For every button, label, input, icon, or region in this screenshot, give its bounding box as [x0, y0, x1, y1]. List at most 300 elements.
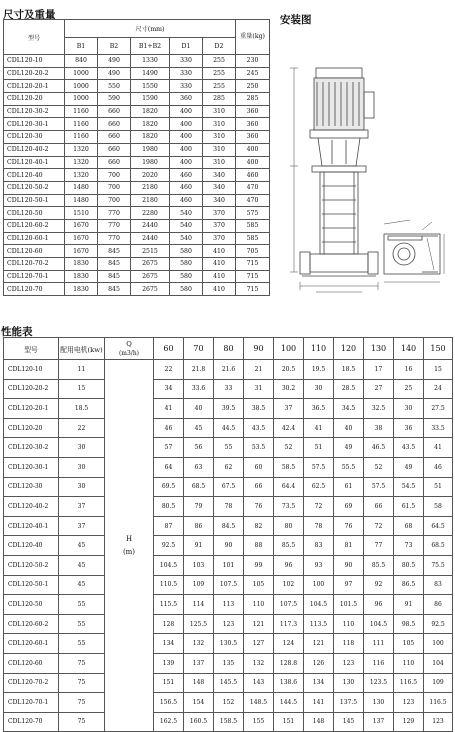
- dim-value-cell: 460: [170, 169, 203, 182]
- perf-head-value-cell: 33.5: [424, 418, 453, 438]
- perf-head-value-cell: 126: [304, 653, 334, 673]
- perf-h-label: H: [125, 534, 133, 543]
- perf-model-cell: CDL120-50: [4, 595, 59, 615]
- perf-head-value-cell: 137: [364, 712, 394, 732]
- perf-head-value-cell: 72: [304, 497, 334, 517]
- perf-head-value-cell: 79: [184, 497, 214, 517]
- dim-model-cell: CDL120-20: [4, 93, 65, 106]
- perf-head-value-cell: 151: [154, 673, 184, 693]
- installation-drawing: [282, 24, 453, 296]
- perf-head-value-cell: 51: [304, 438, 334, 458]
- perf-table-row: [4, 614, 453, 634]
- perf-head-value-cell: 57.5: [364, 477, 394, 497]
- perf-head-value-cell: 158.5: [214, 712, 244, 732]
- dim-table-row: [4, 105, 270, 118]
- perf-head-value-cell: 92.5: [154, 536, 184, 556]
- dim-table-row: [4, 283, 270, 296]
- perf-head-value-cell: 38.5: [244, 399, 274, 419]
- dim-value-cell: 705: [236, 245, 270, 258]
- dim-value-cell: 845: [98, 270, 131, 283]
- perf-head-value-cell: 62.5: [304, 477, 334, 497]
- motor-fan-cover: [316, 68, 362, 78]
- perf-motor-cell: 45: [59, 555, 105, 575]
- perf-head-value-cell: 80: [274, 516, 304, 536]
- dim-value-cell: 1320: [65, 169, 98, 182]
- perf-motor-cell: 75: [59, 712, 105, 732]
- perf-head-value-cell: 130: [334, 673, 364, 693]
- flow-header-9: 150: [424, 338, 453, 360]
- dim-value-cell: 1550: [131, 80, 170, 93]
- terminal-box: [364, 92, 374, 118]
- perf-head-value-cell: 68.5: [184, 477, 214, 497]
- perf-head-value-cell: 32.5: [364, 399, 394, 419]
- dim-value-cell: 1830: [65, 283, 98, 296]
- perf-head-value-cell: 124: [274, 634, 304, 654]
- dim-header-d2: D2: [203, 38, 236, 55]
- dim-model-cell: CDL120-20-2: [4, 67, 65, 80]
- perf-head-value-cell: 116.5: [424, 693, 453, 713]
- dim-model-cell: CDL120-50-2: [4, 181, 65, 194]
- dimensions-table: [3, 19, 270, 296]
- dim-table-row: [4, 131, 270, 144]
- dim-value-cell: 1670: [65, 219, 98, 232]
- perf-head-value-cell: 99: [244, 555, 274, 575]
- dim-value-cell: 700: [98, 169, 131, 182]
- perf-head-value-cell: 88: [244, 536, 274, 556]
- perf-head-value-cell: 93: [304, 555, 334, 575]
- perf-head-value-cell: 66: [364, 497, 394, 517]
- perf-table-row: [4, 477, 453, 497]
- dim-value-cell: 400: [170, 118, 203, 131]
- perf-head-value-cell: 109: [184, 575, 214, 595]
- dim-model-cell: CDL120-10: [4, 55, 65, 68]
- perf-head-value-cell: 139: [154, 653, 184, 673]
- dim-model-cell: CDL120-30-2: [4, 105, 65, 118]
- dim-header-size: 尺寸(mm): [65, 20, 236, 38]
- perf-head-value-cell: 148: [184, 673, 214, 693]
- perf-head-value-cell: 62: [214, 457, 244, 477]
- perf-head-value-cell: 57: [154, 438, 184, 458]
- dim-table-row: [4, 258, 270, 271]
- dim-value-cell: 310: [203, 156, 236, 169]
- perf-h-unit: (m): [122, 547, 136, 556]
- dim-value-cell: 1590: [131, 93, 170, 106]
- perf-head-value-cell: 121: [244, 614, 274, 634]
- dim-value-cell: 575: [236, 207, 270, 220]
- perf-head-value-cell: 96: [274, 555, 304, 575]
- perf-head-value-cell: 30: [304, 379, 334, 399]
- dim-value-cell: 1160: [65, 131, 98, 144]
- dim-value-cell: 2020: [131, 169, 170, 182]
- dim-value-cell: 590: [98, 93, 131, 106]
- perf-head-value-cell: 16: [394, 360, 424, 380]
- perf-head-value-cell: 129: [394, 712, 424, 732]
- perf-head-value-cell: 111: [364, 634, 394, 654]
- dim-model-cell: CDL120-70-2: [4, 258, 65, 271]
- dim-value-cell: 770: [98, 207, 131, 220]
- perf-head-value-cell: 109: [424, 673, 453, 693]
- dim-value-cell: 340: [203, 194, 236, 207]
- perf-head-value-cell: 86.5: [394, 575, 424, 595]
- dim-value-cell: 400: [236, 156, 270, 169]
- perf-head-value-cell: 33: [214, 379, 244, 399]
- perf-head-value-cell: 28.5: [334, 379, 364, 399]
- perf-head-value-cell: 101.5: [334, 595, 364, 615]
- dim-value-cell: 1000: [65, 93, 98, 106]
- dim-value-cell: 460: [236, 169, 270, 182]
- dim-value-cell: 370: [203, 207, 236, 220]
- perf-head-value-cell: 52: [364, 457, 394, 477]
- perf-head-value-cell: 101: [214, 555, 244, 575]
- dim-value-cell: 840: [65, 55, 98, 68]
- perf-header-model: 型号: [4, 338, 59, 360]
- perf-head-value-cell: 24: [424, 379, 453, 399]
- perf-head-value-cell: 134: [304, 673, 334, 693]
- dim-value-cell: 580: [170, 245, 203, 258]
- dim-value-cell: 255: [203, 67, 236, 80]
- perf-head-value-cell: 97: [334, 575, 364, 595]
- perf-head-value-cell: 55: [214, 438, 244, 458]
- dim-model-cell: CDL120-40: [4, 169, 65, 182]
- perf-head-value-cell: 34.5: [334, 399, 364, 419]
- dim-header-weight: 重量(kg): [236, 20, 270, 55]
- perf-head-value-cell: 162.5: [154, 712, 184, 732]
- dim-value-cell: 1980: [131, 143, 170, 156]
- flow-header-7: 130: [364, 338, 394, 360]
- dim-value-cell: 715: [236, 258, 270, 271]
- perf-head-value-cell: 21.8: [184, 360, 214, 380]
- dim-value-cell: 255: [203, 80, 236, 93]
- perf-head-value-cell: 64.5: [424, 516, 453, 536]
- dim-model-cell: CDL120-60-2: [4, 219, 65, 232]
- dim-value-cell: 580: [170, 283, 203, 296]
- dim-value-cell: 2675: [131, 283, 170, 296]
- dim-value-cell: 310: [203, 105, 236, 118]
- perf-head-value-cell: 61.5: [394, 497, 424, 517]
- dim-value-cell: 360: [236, 118, 270, 131]
- dim-table-row: [4, 67, 270, 80]
- perf-head-value-cell: 44.5: [214, 418, 244, 438]
- perf-head-value-cell: 73: [394, 536, 424, 556]
- dim-value-cell: 2675: [131, 270, 170, 283]
- perf-motor-cell: 18.5: [59, 399, 105, 419]
- dim-value-cell: 770: [98, 232, 131, 245]
- dim-value-cell: 660: [98, 118, 131, 131]
- dim-table-row: [4, 169, 270, 182]
- dim-value-cell: 1480: [65, 194, 98, 207]
- perf-motor-cell: 45: [59, 575, 105, 595]
- dim-value-cell: 230: [236, 55, 270, 68]
- perf-head-value-cell: 110: [334, 614, 364, 634]
- perf-head-value-cell: 148.5: [244, 693, 274, 713]
- dim-value-cell: 400: [170, 105, 203, 118]
- perf-head-value-cell: 90: [334, 555, 364, 575]
- dim-value-cell: 410: [203, 245, 236, 258]
- perf-head-value-cell: 58.5: [274, 457, 304, 477]
- perf-head-value-cell: 92.5: [424, 614, 453, 634]
- dim-value-cell: 400: [170, 156, 203, 169]
- dim-table-row: [4, 143, 270, 156]
- flow-header-0: 60: [154, 338, 184, 360]
- perf-head-value-cell: 83: [424, 575, 453, 595]
- perf-head-value-cell: 121: [304, 634, 334, 654]
- perf-head-value-cell: 80.5: [394, 555, 424, 575]
- perf-head-value-cell: 116: [364, 653, 394, 673]
- perf-head-value-cell: 102: [274, 575, 304, 595]
- perf-head-value-cell: 60: [244, 457, 274, 477]
- perf-head-value-cell: 130.5: [214, 634, 244, 654]
- perf-head-value-cell: 31: [244, 379, 274, 399]
- inlet-flange: [300, 252, 310, 274]
- perf-head-value-cell: 73.5: [274, 497, 304, 517]
- performance-title: 性能表: [1, 326, 33, 338]
- perf-head-value-cell: 69: [334, 497, 364, 517]
- perf-head-value-cell: 85.5: [364, 555, 394, 575]
- dimensions-title: 尺寸及重量: [3, 9, 56, 21]
- perf-head-value-cell: 51: [424, 477, 453, 497]
- perf-motor-cell: 30: [59, 457, 105, 477]
- perf-motor-cell: 30: [59, 477, 105, 497]
- dim-table-row: [4, 181, 270, 194]
- perf-head-value-cell: 123: [424, 712, 453, 732]
- dim-value-cell: 660: [98, 156, 131, 169]
- dim-value-cell: 660: [98, 131, 131, 144]
- perf-header-q-label: Q: [126, 339, 132, 348]
- dim-header-b1b2: B1+B2: [131, 38, 170, 55]
- perf-model-cell: CDL120-40-1: [4, 516, 59, 536]
- dim-value-cell: 550: [98, 80, 131, 93]
- perf-table-row: [4, 497, 453, 517]
- perf-head-value-cell: 86: [184, 516, 214, 536]
- perf-model-cell: CDL120-10: [4, 360, 59, 380]
- side-view-flange: [393, 243, 415, 265]
- motor-flange: [310, 130, 368, 138]
- perf-head-value-cell: 64: [154, 457, 184, 477]
- perf-head-value-cell: 68.5: [424, 536, 453, 556]
- dim-value-cell: 1160: [65, 105, 98, 118]
- perf-head-value-cell: 113.5: [304, 614, 334, 634]
- perf-model-cell: CDL120-60: [4, 653, 59, 673]
- perf-model-cell: CDL120-20-2: [4, 379, 59, 399]
- perf-head-label: [105, 360, 154, 732]
- perf-head-value-cell: 41: [424, 438, 453, 458]
- perf-head-value-cell: 128.8: [274, 653, 304, 673]
- perf-head-value-cell: 37: [274, 399, 304, 419]
- dim-value-cell: 370: [203, 219, 236, 232]
- perf-motor-cell: 55: [59, 614, 105, 634]
- dim-header-d1: D1: [170, 38, 203, 55]
- perf-head-value-cell: 104.5: [364, 614, 394, 634]
- perf-head-value-cell: 107.5: [274, 595, 304, 615]
- perf-head-value-cell: 25: [394, 379, 424, 399]
- dim-value-cell: 330: [170, 55, 203, 68]
- perf-head-value-cell: 43.5: [394, 438, 424, 458]
- perf-head-value-cell: 152: [214, 693, 244, 713]
- dim-value-cell: 540: [170, 232, 203, 245]
- dim-value-cell: 660: [98, 105, 131, 118]
- dim-value-cell: 845: [98, 258, 131, 271]
- perf-head-value-cell: 135: [214, 653, 244, 673]
- perf-table-row: [4, 693, 453, 713]
- perf-head-value-cell: 33.6: [184, 379, 214, 399]
- dim-model-cell: CDL120-20-1: [4, 80, 65, 93]
- perf-motor-cell: 37: [59, 497, 105, 517]
- perf-head-value-cell: 52: [274, 438, 304, 458]
- perf-head-value-cell: 134: [154, 634, 184, 654]
- motor-body: [314, 78, 364, 130]
- dim-value-cell: 310: [203, 118, 236, 131]
- dim-value-cell: 540: [170, 207, 203, 220]
- flow-header-1: 70: [184, 338, 214, 360]
- perf-head-value-cell: 40: [334, 418, 364, 438]
- perf-model-cell: CDL120-50-2: [4, 555, 59, 575]
- perf-head-value-cell: 40: [184, 399, 214, 419]
- perf-head-value-cell: 56: [184, 438, 214, 458]
- perf-head-value-cell: 54.5: [394, 477, 424, 497]
- dim-value-cell: 1980: [131, 156, 170, 169]
- perf-head-value-cell: 18.5: [334, 360, 364, 380]
- perf-head-value-cell: 21: [244, 360, 274, 380]
- perf-head-value-cell: 144.5: [274, 693, 304, 713]
- perf-head-value-cell: 63: [184, 457, 214, 477]
- perf-head-value-cell: 80.5: [154, 497, 184, 517]
- perf-head-value-cell: 58: [424, 497, 453, 517]
- dim-value-cell: 1330: [131, 55, 170, 68]
- perf-table-row: [4, 595, 453, 615]
- dim-model-cell: CDL120-70-1: [4, 270, 65, 283]
- perf-head-value-cell: 41: [304, 418, 334, 438]
- perf-motor-cell: 45: [59, 536, 105, 556]
- perf-motor-cell: 11: [59, 360, 105, 380]
- perf-head-value-cell: 46: [154, 418, 184, 438]
- dim-value-cell: 2440: [131, 219, 170, 232]
- perf-motor-cell: 55: [59, 634, 105, 654]
- perf-model-cell: CDL120-30-2: [4, 438, 59, 458]
- dim-value-cell: 660: [98, 143, 131, 156]
- perf-head-value-cell: 107.5: [214, 575, 244, 595]
- perf-head-value-cell: 45: [184, 418, 214, 438]
- perf-head-value-cell: 128: [154, 614, 184, 634]
- dim-value-cell: 580: [170, 270, 203, 283]
- perf-table-row: [4, 516, 453, 536]
- perf-model-cell: CDL120-40: [4, 536, 59, 556]
- perf-head-value-cell: 34: [154, 379, 184, 399]
- perf-head-value-cell: 130: [364, 693, 394, 713]
- dim-value-cell: 2515: [131, 245, 170, 258]
- perf-motor-cell: 22: [59, 418, 105, 438]
- dim-value-cell: 330: [170, 80, 203, 93]
- perf-head-value-cell: 39.5: [214, 399, 244, 419]
- perf-motor-cell: 37: [59, 516, 105, 536]
- dim-value-cell: 285: [236, 93, 270, 106]
- perf-head-value-cell: 123.5: [364, 673, 394, 693]
- perf-head-value-cell: 82: [244, 516, 274, 536]
- perf-head-value-cell: 81: [334, 536, 364, 556]
- perf-model-cell: CDL120-20-1: [4, 399, 59, 419]
- dim-value-cell: 2180: [131, 194, 170, 207]
- dim-value-cell: 1830: [65, 270, 98, 283]
- perf-head-value-cell: 85.5: [274, 536, 304, 556]
- dim-value-cell: 245: [236, 67, 270, 80]
- perf-head-value-cell: 92: [364, 575, 394, 595]
- perf-head-value-cell: 15: [424, 360, 453, 380]
- perf-head-value-cell: 105: [394, 634, 424, 654]
- dim-value-cell: 1480: [65, 181, 98, 194]
- perf-head-value-cell: 132: [184, 634, 214, 654]
- dim-value-cell: 2180: [131, 181, 170, 194]
- flow-header-6: 120: [334, 338, 364, 360]
- perf-table-row: [4, 712, 453, 732]
- perf-head-value-cell: 132: [244, 653, 274, 673]
- dim-value-cell: 1510: [65, 207, 98, 220]
- perf-table-row: [4, 457, 453, 477]
- perf-head-value-cell: 27: [364, 379, 394, 399]
- dim-value-cell: 540: [170, 219, 203, 232]
- dim-model-cell: CDL120-70: [4, 283, 65, 296]
- flow-header-2: 80: [214, 338, 244, 360]
- dim-value-cell: 470: [236, 181, 270, 194]
- dim-value-cell: 2280: [131, 207, 170, 220]
- dim-table-row: [4, 270, 270, 283]
- perf-head-value-cell: 78: [214, 497, 244, 517]
- dim-model-cell: CDL120-50: [4, 207, 65, 220]
- perf-head-value-cell: 98.5: [394, 614, 424, 634]
- dim-value-cell: 410: [203, 258, 236, 271]
- perf-model-cell: CDL120-70: [4, 712, 59, 732]
- perf-head-value-cell: 36: [394, 418, 424, 438]
- dim-value-cell: 2440: [131, 232, 170, 245]
- dim-value-cell: 400: [170, 143, 203, 156]
- dim-value-cell: 340: [203, 169, 236, 182]
- perf-table-row: [4, 379, 453, 399]
- dim-table-row: [4, 207, 270, 220]
- perf-head-value-cell: 123: [394, 693, 424, 713]
- outlet-flange: [368, 252, 378, 274]
- perf-head-value-cell: 138.6: [274, 673, 304, 693]
- dim-value-cell: 410: [203, 283, 236, 296]
- perf-head-value-cell: 117.3: [274, 614, 304, 634]
- perf-head-value-cell: 77: [364, 536, 394, 556]
- dim-table-row: [4, 194, 270, 207]
- dim-value-cell: 370: [203, 232, 236, 245]
- perf-motor-cell: 55: [59, 595, 105, 615]
- perf-head-value-cell: 27.5: [424, 399, 453, 419]
- dim-value-cell: 1670: [65, 245, 98, 258]
- dim-table-row: [4, 245, 270, 258]
- flow-header-5: 110: [304, 338, 334, 360]
- perf-head-value-cell: 46: [424, 457, 453, 477]
- dim-value-cell: 845: [98, 245, 131, 258]
- perf-header-q-unit: (m3/h): [118, 349, 140, 357]
- dim-value-cell: 1490: [131, 67, 170, 80]
- dim-value-cell: 585: [236, 219, 270, 232]
- perf-model-cell: CDL120-70-1: [4, 693, 59, 713]
- perf-table-row: [4, 575, 453, 595]
- perf-head-value-cell: 38: [364, 418, 394, 438]
- perf-head-value-cell: 118: [334, 634, 364, 654]
- install-title: 安装图: [280, 14, 312, 26]
- perf-head-value-cell: 145: [334, 712, 364, 732]
- perf-head-value-cell: 104.5: [304, 595, 334, 615]
- perf-head-value-cell: 103: [184, 555, 214, 575]
- dim-value-cell: 1320: [65, 156, 98, 169]
- dim-value-cell: 2675: [131, 258, 170, 271]
- perf-header-q: [105, 338, 154, 360]
- dim-value-cell: 700: [98, 194, 131, 207]
- dim-value-cell: 1820: [131, 105, 170, 118]
- perf-head-value-cell: 110.5: [154, 575, 184, 595]
- dim-table-row: [4, 55, 270, 68]
